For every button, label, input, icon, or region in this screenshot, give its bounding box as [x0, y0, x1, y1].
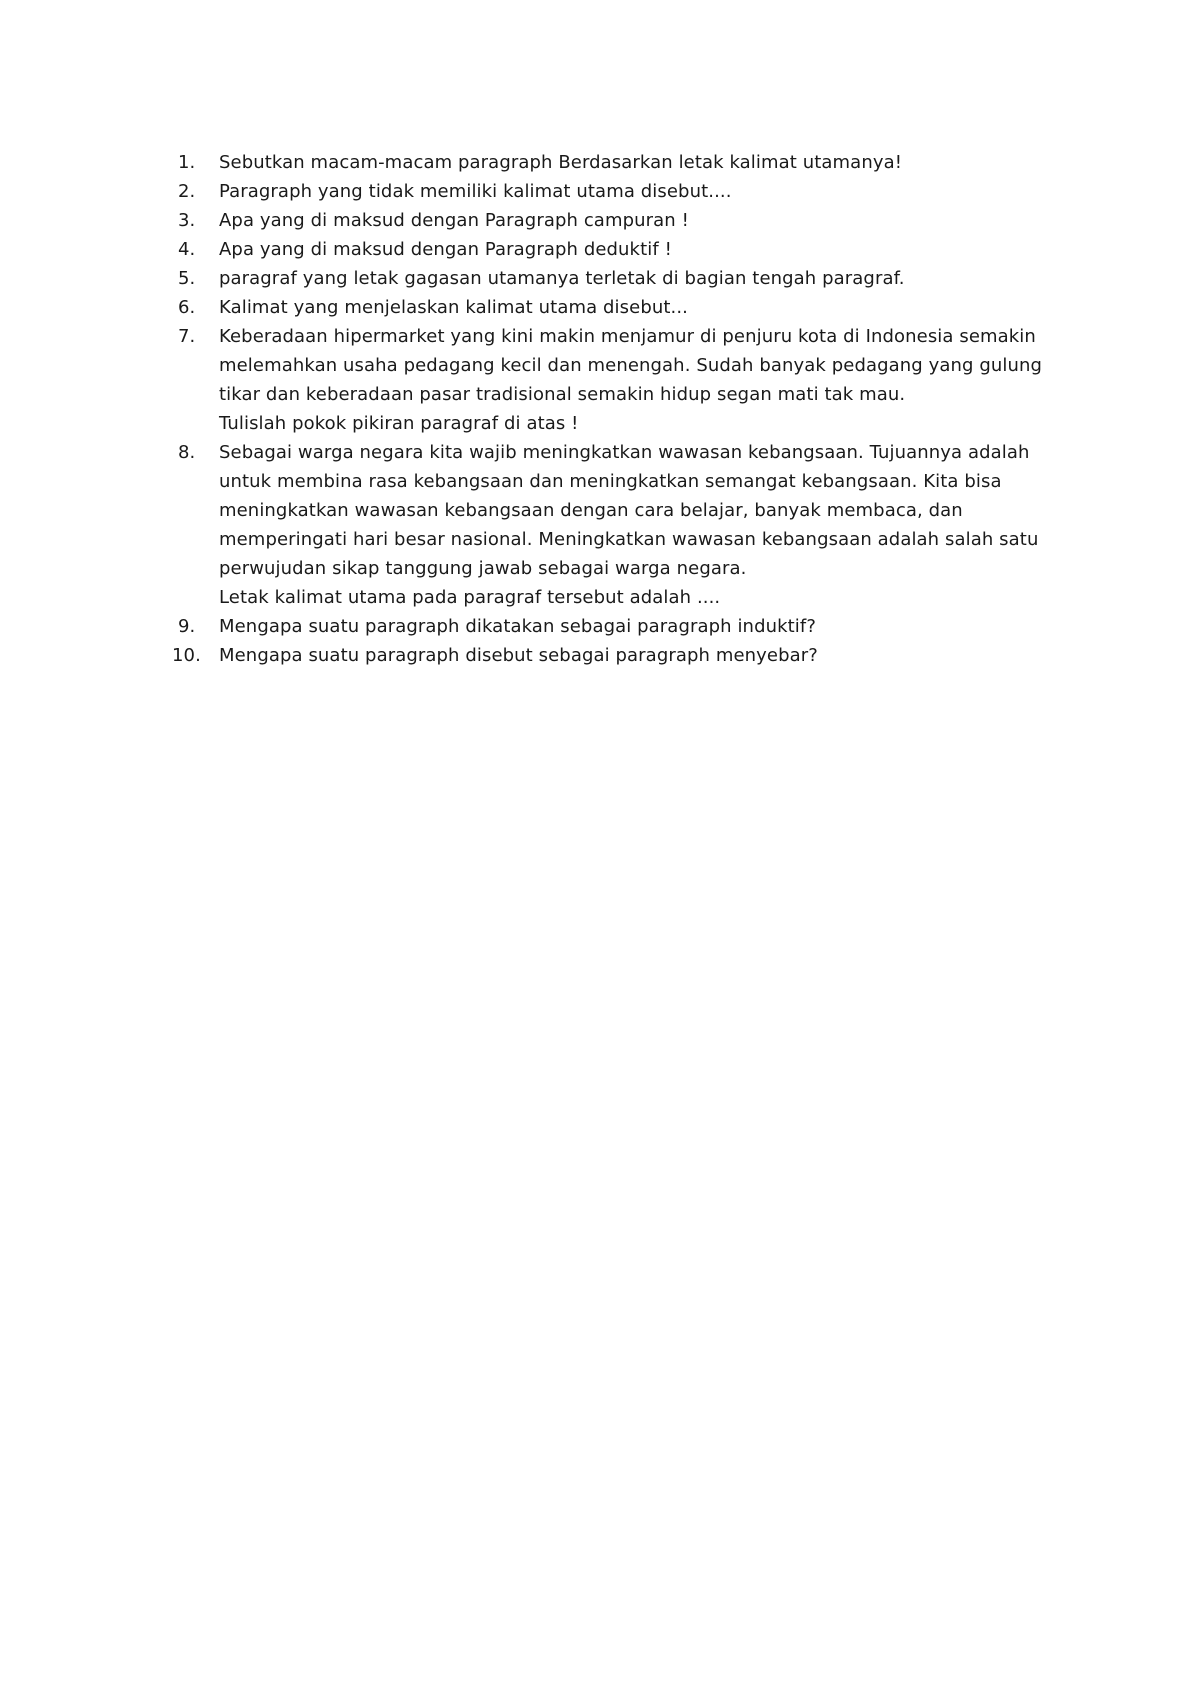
question-text-line: untuk membina rasa kebangsaan dan meningkatkan semangat kebangsaan. Kita bisa [219, 471, 1002, 492]
question-text-line: meningkatkan wawasan kebangsaan dengan cara belajar, banyak membaca, dan [219, 500, 963, 521]
question-item [178, 264, 1038, 293]
question-number: 1. [178, 152, 196, 173]
question-number: 9. [178, 616, 196, 637]
question-text-line: Tulislah pokok pikiran paragraf di atas ! [219, 413, 579, 434]
question-item [178, 148, 1038, 177]
question-item [178, 235, 1038, 264]
question-item [178, 293, 1038, 322]
question-number: 7. [178, 326, 196, 347]
question-text-line: Mengapa suatu paragraph disebut sebagai paragraph menyebar? [219, 645, 818, 666]
question-text-line: Sebagai warga negara kita wajib meningkatkan wawasan kebangsaan. Tujuannya adalah [219, 442, 1030, 463]
question-item [178, 206, 1038, 235]
question-item [178, 612, 1038, 641]
question-number: 4. [178, 239, 196, 260]
question-text-line: Apa yang di maksud dengan Paragraph deduktif ! [219, 239, 672, 260]
question-number: 10. [172, 645, 201, 666]
question-list [172, 148, 1043, 670]
question-number: 2. [178, 181, 196, 202]
question-text-line: Sebutkan macam-macam paragraph Berdasarkan letak kalimat utamanya! [219, 152, 903, 173]
question-text-line: Kalimat yang menjelaskan kalimat utama disebut... [219, 297, 688, 318]
question-number: 3. [178, 210, 196, 231]
question-text-line: melemahkan usaha pedagang kecil dan menengah. Sudah banyak pedagang yang gulung [219, 355, 1043, 376]
question-text-line: memperingati hari besar nasional. Meningkatkan wawasan kebangsaan adalah salah satu [219, 529, 1039, 550]
question-text-line: Apa yang di maksud dengan Paragraph campuran ! [219, 210, 689, 231]
question-text-line: paragraf yang letak gagasan utamanya terletak di bagian tengah paragraf. [219, 268, 905, 289]
question-number: 6. [178, 297, 196, 318]
question-item [172, 641, 1038, 670]
question-text-line: Letak kalimat utama pada paragraf tersebut adalah .... [219, 587, 721, 608]
question-text-line: Mengapa suatu paragraph dikatakan sebagai paragraph induktif? [219, 616, 816, 637]
question-number: 5. [178, 268, 196, 289]
question-item [178, 322, 1043, 438]
question-text-line: Keberadaan hipermarket yang kini makin menjamur di penjuru kota di Indonesia semakin [219, 326, 1036, 347]
question-text-line: Paragraph yang tidak memiliki kalimat utama disebut.... [219, 181, 732, 202]
question-item [178, 177, 1038, 206]
question-text-line: tikar dan keberadaan pasar tradisional semakin hidup segan mati tak mau. [219, 384, 906, 405]
question-number: 8. [178, 442, 196, 463]
question-item [178, 438, 1038, 612]
question-text-line: perwujudan sikap tanggung jawab sebagai warga negara. [219, 558, 747, 579]
